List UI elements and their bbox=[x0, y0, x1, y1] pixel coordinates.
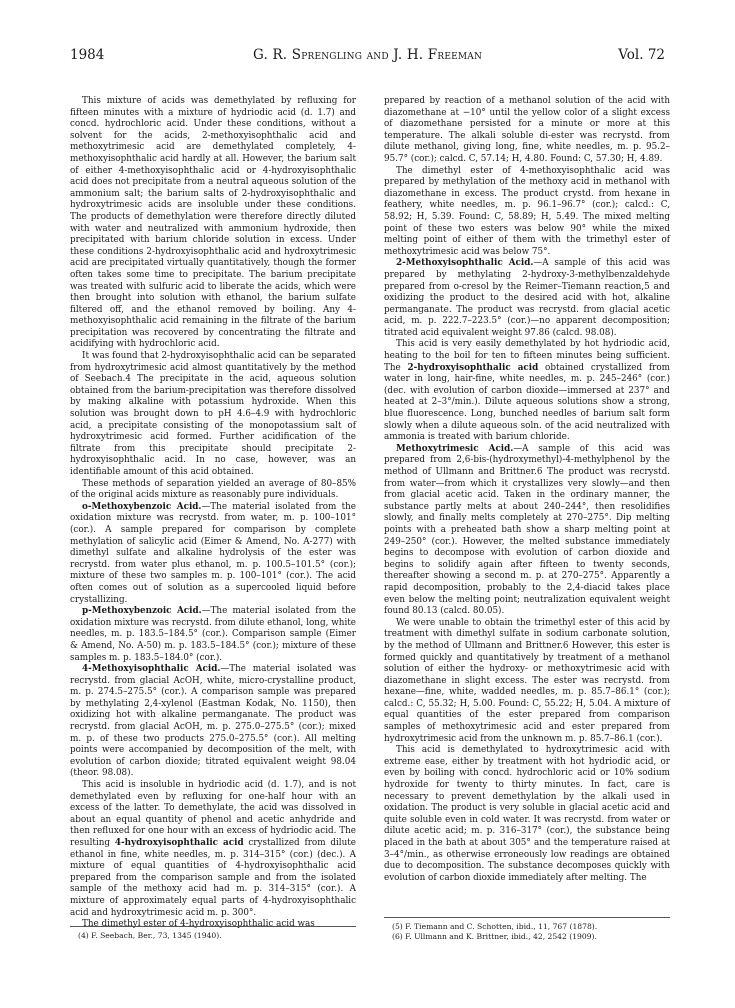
section-o-methoxybenzoic-acid bbox=[70, 502, 356, 606]
footnote-6: (6) F. Ullmann and K. Brittner, ibid., 42, 2542 (1909). bbox=[392, 932, 597, 941]
bold-4-hydroxyisophthalic: 4-hydroxyisophthalic acid bbox=[114, 838, 244, 848]
paragraph-ester-continued: prepared by reaction of a methanol solution of the acid with diazomethane at −10° until the yellow color of a slight excess of diazomethane persisted for a minute or more at this temperature. The alkali soluble di-ester was recrystd. from dilute methanol, giving long, fine, white needles, m. p. 95.2–95.7° (cor.); calcd. C, 57.14; H, 4.80. Found: C, 57.30; H, 4.89. bbox=[384, 96, 670, 164]
section-2-methoxyisophthalic-acid bbox=[384, 258, 670, 339]
text-easily-demethylated-b: obtained crystallized from water in long, hair-fine, white needles, m. p. 245–246° (cor.) (dec. with evolution of carbon dioxide—immersed at 237° and heated at 2–3°/min.). Dilute aqueous solutions show a strong, blue fluorescence. Long, bunched needles of barium salt form slowly when a dilute aqueous soln. of the acid neutralized with ammonia is treated with barium chloride. bbox=[384, 362, 670, 443]
subheading-o-methoxybenzoic: o-Methoxybenzoic Acid. bbox=[82, 501, 202, 512]
paragraph-trimethyl-ester: We were unable to obtain the trimethyl ester of this acid by treatment with dimethyl sulfate in sodium carbonate solution, by the method of Ullmann and Brittner.6 However, this ester is formed quickly and quantitatively by treatment of a methanol solution of either the hydroxy- or methoxytrimesic acid with diazomethane in slight excess. The ester was recrystd. from hexane—fine, white, wadded needles, m. p. 85.7–86.1° (cor.); calcd.: C, 55.32; H, 5.00. Found: C, 55.22; H, 5.04. A mixture of equal quantities of the ester prepared from comparison samples of methoxytrimesic acid and ester prepared from hydroxytrimesic acid from the unknown m. p. 85.7–86.1 (cor.). bbox=[384, 617, 670, 744]
volume-label: Vol. 72 bbox=[618, 47, 665, 63]
text-demethylate-b: crystallized from dilute ethanol in fine, white needles, m. p. 314–315° (cor.) (dec.). A mixture of equal quantities of 4-hydroxyisophthalic acid prepared from the comparison sample and from the isolated sample of the methoxy acid had m. p. 314–315° (cor.). A mixture of approximately equal parts of 4-hydroxyisophthalic acid and hydroxytrimesic acid m. p. 300°. bbox=[70, 838, 356, 918]
running-header bbox=[70, 47, 665, 65]
paragraph-seebach-separation: It was found that 2-hydroxyisophthalic acid can be separated from hydroxytrimesic acid almost quantitatively by the method of Seebach.4 The precipitate in the acid, aqueous solution obtained from the barium-precipitation was therefore dissolved by making alkaline with potassium hydroxide. When this solution was brought down to pH 4.6–4.9 with hydrochloric acid, a precipitate consisting of the monopotassium salt of hydroxytrimesic acid formed. Further acidification of the filtrate from this precipitate should precipitate 2-hydroxyisophthalic acid. In no case, however, was an identifiable amount of this acid obtained. bbox=[70, 351, 356, 477]
paragraph-hydroxytrimesic: This acid is demethylated to hydroxytrimesic acid with extreme ease, either by treatment with hot hydriodic acid, or even by boiling with concd. hydrochloric acid or 10% sodium hydroxide for twenty to thirty minutes. In fact, care is necessary to prevent demethylation by the alkali used in oxidation. The product is very soluble in glacial acetic acid and quite soluble even in cold water. It was recrystd. from water or dilute acetic acid; m. p. 316–317° (cor.), the substance being placed in the bath at about 305° and the temperature raised at 3–4°/min., as otherwise erroneously low readings are obtained due to decomposition. The substance decomposes quickly with evolution of carbon dioxide immediately after melting. The bbox=[384, 745, 670, 883]
subheading-methoxytrimesic: Methoxytrimesic Acid. bbox=[396, 443, 514, 454]
paragraph-2-hydroxyisophthalic bbox=[384, 339, 670, 443]
running-head-authors: G. R. Sprengling and J. H. Freeman bbox=[252, 47, 483, 63]
subheading-4-methoxyisophthalic: 4-Methoxyisophthalic Acid. bbox=[82, 664, 221, 675]
paragraph-dimethyl-ester-methoxy: The dimethyl ester of 4-methoxyisophthalic acid was prepared by methylation of the methoxy acid in methanol with diazomethane in excess. The product crystd. from hexane in feathery, white needles, m. p. 96.1–96.7° (cor.); calcd.: C, 58.92; H, 5.39. Found: C, 58.89; H, 5.49. The mixed melting point of these two esters was below 90° while the mixed melting point of either of them with the trimethyl ester of methoxytrimesic acid was below 75°. bbox=[384, 165, 670, 257]
footnotes-left bbox=[70, 926, 356, 941]
footnotes-right bbox=[384, 917, 670, 942]
text-easily-demethylated-a: This acid is very easily demethylated by hot hydriodic acid, heating to the boil for ten to fifteen minutes being sufficient. The bbox=[384, 339, 670, 373]
footnote-4: (4) F. Seebach, Ber., 73, 1345 (1940). bbox=[78, 931, 222, 940]
left-column bbox=[70, 96, 356, 931]
text-2-methoxyisophthalic: —A sample of this acid was prepared by methylating 2-hydroxy-3-methylbenzaldehyde prepared from o-cresol by the Reimer–Tiemann reaction,5 and oxidizing the product to the desired acid with hot, alkaline permanganate. The product was recrystd. from glacial acetic acid, m. p. 222.7–223.5° (cor.)—no apparent decomposition; titrated acid equivalent weight 97.86 (calcd. 98.08). bbox=[384, 258, 670, 338]
paragraph-dimethyl-ester-start: The dimethyl ester of 4-hydroxyisophthalic acid was bbox=[82, 919, 315, 930]
footnote-5: (5) F. Tiemann and C. Schotten, ibid., 11, 767 (1878). bbox=[392, 922, 598, 931]
page-number: 1984 bbox=[70, 47, 105, 63]
section-p-methoxybenzoic-acid bbox=[70, 606, 356, 664]
text-p-methoxybenzoic: —The material isolated from the oxidation mixture was recrystd. from dilute ethanol, long, white needles, m. p. 183.5–184.5° (cor.). Comparison sample (Eimer & Amend, No. A-50) m. p. 183.5–184.5° (cor.); mixture of these samples m. p. 183.5–184.0° (cor.). bbox=[70, 606, 357, 663]
text-4-methoxyisophthalic: —The material isolated was recrystd. from glacial AcOH, white, micro-crystalline product, m. p. 274.5–275.5° (cor.). A comparison sample was prepared by methylating 2,4-xylenol (Eastman Kodak, No. 1150), then oxidizing hot with alkaline permanganate. The product was recrystd. from glacial AcOH, m. p. 275.0–275.5° (cor.); mixed m. p. of these two products 275.0–275.5° (cor.). All melting points were accompanied by decomposition of the melt, with evolution of carbon dioxide; titrated equivalent weight 98.04 (theor. 98.08). bbox=[70, 664, 356, 779]
right-column bbox=[384, 96, 670, 884]
subheading-p-methoxybenzoic: p-Methoxybenzoic Acid. bbox=[82, 606, 202, 617]
section-4-methoxyisophthalic-acid bbox=[70, 664, 356, 780]
subheading-2-methoxyisophthalic: 2-Methoxyisophthalic Acid. bbox=[396, 258, 534, 269]
text-o-methoxybenzoic: —The material isolated from the oxidation mixture was recrystd. from water, m. p. 100–101° (cor.). A sample prepared for comparison by complete methylation of salicylic acid (Eimer & Amend, No. A-277) with dimethyl sulfate and alkaline hydrolysis of the ester was recrystd. from water plus ethanol, m. p. 100.5–101.5° (cor.); mixture of these two samples m. p. 100–101° (cor.). The acid often comes out of solution as a supercooled liquid before crystallizing. bbox=[70, 501, 356, 605]
text-demethylate-a: This acid is insoluble in hydriodic acid (d. 1.7), and is not demethylated even by refluxing for one-half hour with an excess of the latter. To demethylate, the acid was dissolved in about an equal quantity of phenol and acetic anhydride and then refluxed for one hour with an excess of hydriodic acid. The resulting bbox=[70, 780, 356, 848]
text-methoxytrimesic: —A sample of this acid was prepared from 2,6-bis-(hydroxymethyl)-4-methylphenol by the method of Ullmann and Brittner.6 The product was recrystd. from water—from which it crystallizes very slowly—and then from glacial acetic acid. Taken in the ordinary manner, the substance partly melts at about 240–244°, then resolidifies slowly, and finally melts completely at 270–275°. Dip melting points with a preheated bath show a sharp melting point at 249–250° (cor.). However, the melted substance immediately begins to decompose with evolution of carbon dioxide and begins to solidify again after fifteen to twenty seconds, thereafter showing a second m. p. at 270–275°. Apparently a rapid decomposition, probably to the 2,4-diacid takes place even below the melting point; neutralization equivalent weight found 80.13 (calcd. 80.05). bbox=[384, 443, 670, 617]
paragraph-demethylation: This mixture of acids was demethylated by refluxing for fifteen minutes with a mixture of hydriodic acid (d. 1.7) and concd. hydrochloric acid. Under these conditions, without a solvent for the acids, 2-methoxyisophthalic acid and methoxytrimesic acid are demethylated completely, 4-methoxyisophthalic acid hardly at all. However, the barium salt of either 4-methoxyisophthalic acid or 4-hydroxyisophthalic acid does not precipitate from a neutral aqueous solution of the ammonium salt; the barium salts of 2-hydroxyisophthalic and hydroxytrimesic acids are insoluble under these conditions. The products of demethylation were therefore directly diluted with water and neutralized with ammonium hydroxide, then precipitated with barium chloride solution in excess. Under these conditions 2-hydroxyisophthalic acid and hydroxytrimesic acid are precipitated virtually quantitatively, though the former often takes some time to precipitate. The barium precipitate was treated with sulfuric acid to liberate the acids, which were then brought into solution with ethanol, the barium sulfate filtered off, and the ethanol removed by boiling. Any 4-methoxyisophthalic acid remaining in the filtrate of the barium precipitation was recovered by concentrating the filtrate and acidifying with hydrochloric acid. bbox=[70, 96, 356, 350]
paragraph-4-hydroxyisophthalic bbox=[70, 780, 356, 919]
section-methoxytrimesic-acid bbox=[384, 444, 670, 618]
paragraph-separation-yield: These methods of separation yielded an average of 80–85% of the original acids mixture as reasonably pure individuals. bbox=[70, 478, 356, 501]
bold-2-hydroxyisophthalic: 2-hydroxyisophthalic acid bbox=[407, 362, 539, 373]
